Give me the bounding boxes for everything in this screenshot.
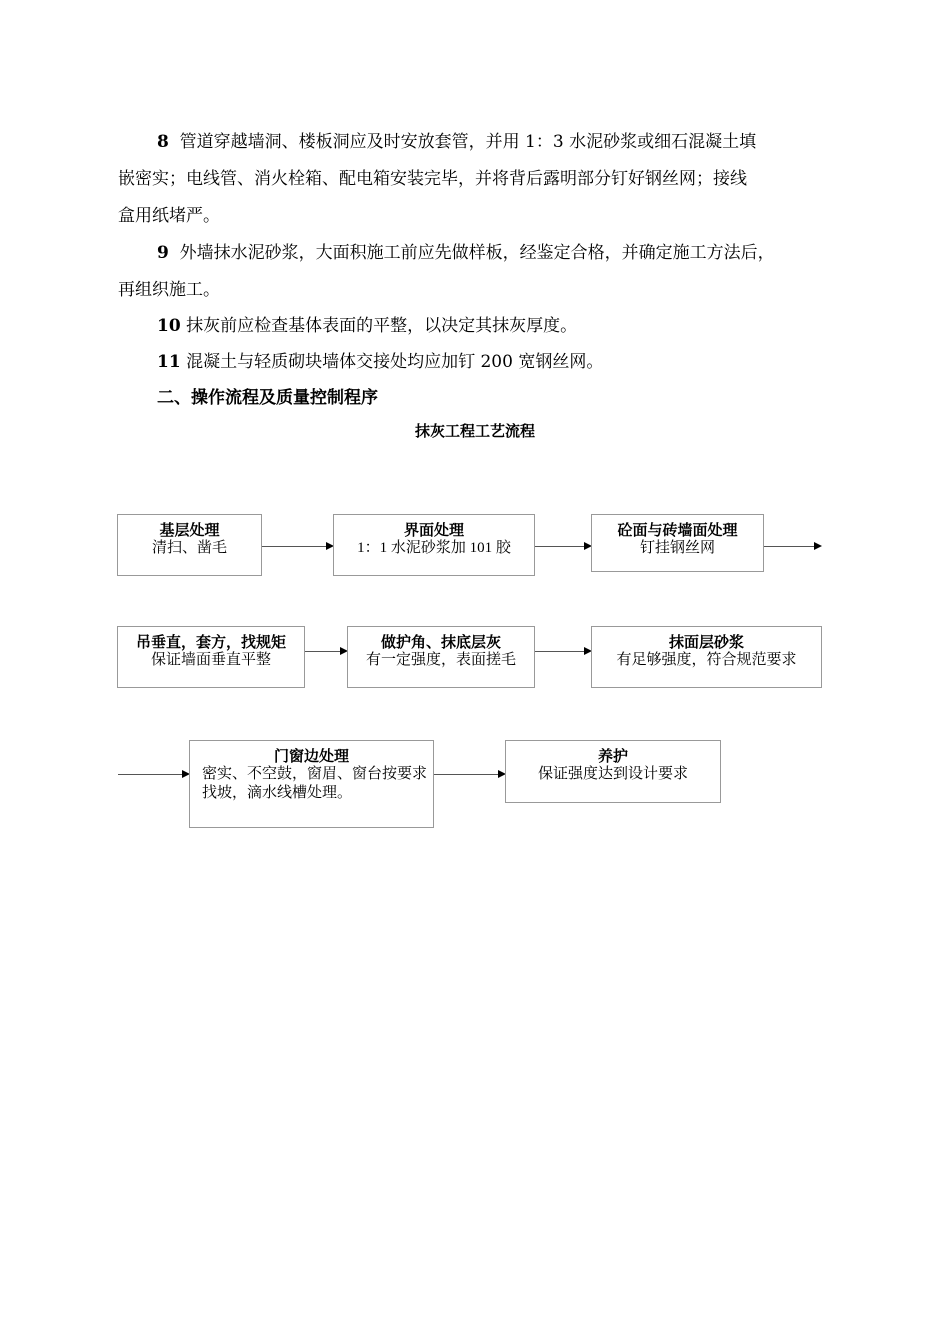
step-desc: 清扫、凿毛	[151, 540, 227, 556]
step-desc: 保证强度达到设计要求	[537, 766, 688, 782]
flow-step-corner-base-coat	[347, 626, 535, 688]
step-desc: 密实、不空鼓，窗眉、窗台按要求找坡，滴水线槽处理。	[202, 766, 428, 801]
flow-arrow	[764, 546, 820, 547]
flow-step-curing	[505, 740, 721, 803]
item-8-line-3: 盒用纸堵严。	[118, 206, 220, 226]
flow-step-door-window-edge	[189, 740, 434, 828]
item-text: 混凝土与轻质砌块墙体交接处均应加钉 200 宽钢丝网。	[186, 352, 604, 372]
item-text: 抹灰前应检查基体表面的平整，以决定其抹灰厚度。	[186, 316, 578, 336]
item-10-line-1	[157, 311, 577, 336]
flow-arrow	[535, 651, 590, 652]
flow-arrow	[118, 774, 188, 775]
item-number: 9	[157, 243, 169, 263]
step-title: 养护	[597, 747, 628, 765]
step-desc: 有足够强度，符合规范要求	[616, 652, 797, 668]
flow-step-interface-treatment	[333, 514, 535, 576]
item-number: 11	[157, 352, 181, 372]
item-text: 外墙抹水泥砂浆，大面积施工前应先做样板，经鉴定合格，并确定施工方法后，	[179, 243, 775, 263]
step-desc: 保证墙面垂直平整	[150, 652, 271, 668]
item-text: 管道穿越墙洞、楼板洞应及时安放套管，并用 1：3 水泥砂浆或细石混凝土填	[179, 132, 757, 152]
step-desc: 有一定强度，表面搓毛	[365, 652, 516, 668]
flow-step-base-treatment	[117, 514, 262, 576]
step-desc: 1：1 水泥砂浆加 101 胶	[357, 540, 511, 556]
item-8-line-2: 嵌密实；电线管、消火栓箱、配电箱安装完毕，并将背后露明部分钉好钢丝网；接线	[118, 169, 747, 189]
item-11-line-1	[157, 347, 603, 372]
item-9-line-2: 再组织施工。	[118, 280, 220, 300]
flow-step-plumb-square	[117, 626, 305, 688]
item-number: 10	[157, 316, 181, 336]
step-title: 砼面与砖墙面处理	[617, 521, 738, 539]
step-title: 抹面层砂浆	[668, 633, 744, 651]
flowchart-title: 抹灰工程工艺流程	[414, 422, 535, 440]
item-8-line-1	[157, 127, 756, 152]
flow-step-concrete-brick-treatment	[591, 514, 764, 572]
section-heading: 二、操作流程及质量控制程序	[157, 388, 378, 408]
step-title: 做护角、抹底层灰	[380, 633, 501, 651]
step-title: 门窗边处理	[273, 747, 349, 765]
item-9-line-1	[157, 238, 775, 263]
step-title: 基层处理	[159, 521, 220, 539]
flow-arrow	[262, 546, 332, 547]
item-number: 8	[157, 132, 169, 152]
flow-arrow	[535, 546, 590, 547]
step-title: 吊垂直，套方，找规矩	[135, 633, 286, 651]
flow-arrow	[305, 651, 346, 652]
flow-step-finish-coat	[591, 626, 822, 688]
step-desc: 钉挂钢丝网	[639, 540, 715, 556]
step-title: 界面处理	[403, 521, 464, 539]
flow-arrow	[434, 774, 504, 775]
